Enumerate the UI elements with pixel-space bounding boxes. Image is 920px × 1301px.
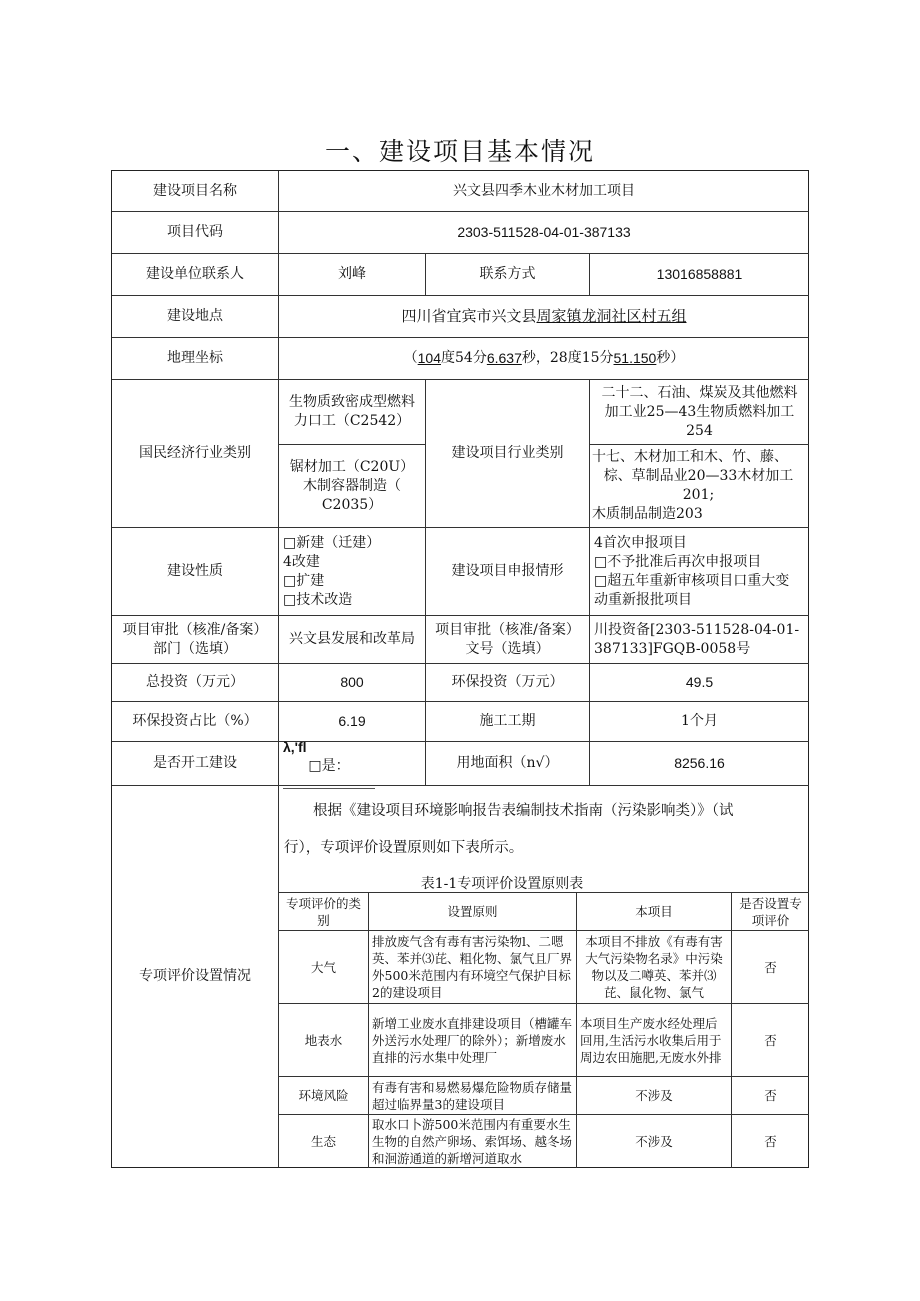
- contact-person-label: 建设单位联系人: [112, 254, 279, 296]
- row-air-project: 本项目不排放《有毒有害大气污染物名录》中污染物以及二噂英、苯并⑶芘、鼠化物、氯气: [577, 931, 732, 1004]
- approval-dept-label-1: 项目审批（核准/备案）: [122, 621, 268, 638]
- header-set: 是否设置专项评价: [732, 893, 809, 931]
- industry-label: 国民经济行业类别: [112, 380, 279, 528]
- industry-d2: 棕、草制品业20—33木材加工201;: [603, 468, 794, 503]
- project-info-table: [111, 170, 809, 1168]
- industry-b: [279, 445, 426, 528]
- industry-c: [590, 380, 809, 445]
- option-first-declare: 4首次申报项目: [594, 534, 687, 551]
- coord-lon-deg: 104: [417, 350, 441, 366]
- option-new-build: □新建（迁建）: [283, 534, 381, 551]
- industry-c2: 加工业25—43生物质燃料加工: [604, 403, 795, 420]
- industry-c1: 二十二、石油、煤炭及其他燃料: [601, 384, 798, 401]
- declare-situation-options: [590, 528, 809, 616]
- project-name-label: 建设项目名称: [112, 171, 279, 212]
- industry-c3: 254: [686, 422, 713, 439]
- option-rebuild: 4改建: [283, 553, 320, 570]
- approval-dept-label-2: 部门（选填）: [153, 640, 237, 657]
- header-project: 本项目: [577, 893, 732, 931]
- build-nature-label: 建设性质: [112, 528, 279, 616]
- row-eco-category: 生态: [279, 1115, 369, 1168]
- approval-doc-label: [426, 616, 590, 664]
- approval-doc-value: [590, 616, 809, 664]
- coord-close: 秒）: [656, 350, 685, 366]
- started-option-yes-row: [283, 757, 375, 789]
- row-air-rule: 排放废气含有毒有害污染物l、二嗯英、苯并⑶芘、粗化物、氯气且厂界外500米范围内有环境空气保护目标2的建设项目: [369, 931, 577, 1004]
- special-eval-table: [279, 892, 809, 1167]
- approval-dept-value: 兴文县发展和改革局: [279, 616, 426, 664]
- row-risk-category: 环境风险: [279, 1077, 369, 1115]
- started-option-no: λ,'fl: [283, 739, 307, 755]
- construction-period-label: 施工工期: [426, 702, 590, 742]
- approval-doc-value-2: 387133]FGQB-0058号: [594, 640, 751, 657]
- industry-d: [590, 445, 809, 528]
- option-redeclare: □不予批准后再次申报项目: [594, 553, 762, 570]
- row-eco-project: 不涉及: [577, 1115, 732, 1168]
- coord-lon-rest: 度54分: [441, 350, 487, 366]
- industry-a2: 力口工（C2542）: [293, 413, 411, 429]
- contact-person-value: 刘峰: [279, 254, 426, 296]
- row-risk-rule: 有毒有害和易燃易爆危险物质存储量超过临界量3的建设项目: [369, 1077, 577, 1115]
- coord-open: （: [403, 350, 418, 366]
- industry-d3: 木质制品制造203: [592, 506, 703, 522]
- location-value-a: 四川省宜宾市兴文县: [401, 307, 537, 325]
- construction-period-value: 1个月: [590, 702, 809, 742]
- location-label: 建设地点: [112, 296, 279, 338]
- industry-b2: 木制容器制造（: [303, 477, 401, 494]
- industry-d1: 十七、木材加工和木、竹、藤、: [592, 449, 788, 465]
- option-overdue-cont: 动重新报批项目: [594, 591, 692, 608]
- table-caption: 表1-1专项评价设置原则表: [420, 876, 584, 892]
- special-para-1: 根据《建设项目环境影响报告表编制技术指南（污染影响类）》（试: [313, 803, 734, 819]
- option-tech-upgrade: □技术改造: [283, 591, 353, 608]
- approval-doc-label-1: 项目审批（核准/备案）: [435, 621, 580, 638]
- industry-a1: 生物质致密成型燃料: [289, 394, 415, 410]
- row-water-set: 否: [732, 1004, 809, 1077]
- industry-a: [279, 380, 426, 445]
- location-value-b: 周家镇龙洞社区村五组: [536, 307, 687, 325]
- started-options: [279, 739, 426, 786]
- row-water-category: 地表水: [279, 1004, 369, 1077]
- row-eco-rule: 取水口卜游500米范围内有重要水生生物的自然产卵场、索饵场、越冬场和洄游通道的新增河道取水: [369, 1115, 577, 1168]
- industry-b1: 锯材加工（C20U）: [289, 458, 415, 475]
- row-air-category: 大气: [279, 931, 369, 1004]
- option-overdue: □超五年重新审核项目口重大变: [594, 572, 790, 589]
- env-invest-value: 49.5: [590, 664, 809, 702]
- total-invest-value: 800: [279, 664, 426, 702]
- header-rule: 设置原则: [369, 893, 577, 931]
- env-ratio-label: 环保投资占比（%）: [112, 702, 279, 742]
- page-title: 一、建设项目基本情况: [324, 137, 595, 166]
- env-ratio-value: 6.19: [279, 702, 426, 742]
- coord-lon-sec: 6.637: [486, 350, 522, 366]
- row-water-rule: 新增工业废水直排建设项目（槽罐车外送污水处理厂的除外）；新增废水直排的污水集中处理厂: [369, 1004, 577, 1077]
- coordinates-label: 地理坐标: [112, 338, 279, 380]
- started-label: 是否开工建设: [112, 742, 279, 786]
- approval-doc-value-1: 川投资备[2303-511528-04-01-: [594, 621, 800, 638]
- started-option-yes: □是：: [308, 758, 350, 774]
- industry-b3: C2035）: [321, 496, 383, 513]
- declare-situation-label: 建设项目申报情形: [426, 528, 590, 616]
- project-industry-label: 建设项目行业类别: [426, 380, 590, 528]
- row-air-set: 否: [732, 931, 809, 1004]
- project-code-label: 项目代码: [112, 212, 279, 254]
- special-para-2: 行），专项评价设置原则如下表所示。: [284, 840, 524, 856]
- row-risk-project: 不涉及: [577, 1077, 732, 1115]
- contact-phone-value: 13016858881: [590, 254, 809, 296]
- option-expand: □扩建: [283, 572, 325, 589]
- land-area-label: 用地面积（n√）: [426, 742, 590, 786]
- env-invest-label: 环保投资（万元）: [426, 664, 590, 702]
- approval-dept-label: [112, 616, 279, 664]
- coord-mid: 秒，28度15分: [521, 350, 614, 366]
- project-code-value: 2303-511528-04-01-387133: [279, 212, 809, 254]
- total-invest-label: 总投资（万元）: [112, 664, 279, 702]
- approval-doc-label-2: 文号（选填）: [465, 640, 550, 657]
- coord-lat-sec: 51.150: [613, 350, 657, 366]
- project-name-value: 兴文县四季木业木材加工项目: [279, 171, 809, 212]
- location-value: [279, 296, 809, 338]
- row-eco-set: 否: [764, 1134, 777, 1149]
- special-eval-label: 专项评价设置情况: [112, 786, 279, 1167]
- row-risk-set: 否: [732, 1077, 809, 1115]
- land-area-value: 8256.16: [590, 742, 809, 786]
- contact-method-label: 联系方式: [426, 254, 590, 296]
- coordinates-value: [279, 338, 809, 380]
- build-nature-options: [279, 528, 426, 616]
- row-water-project: 本项目生产废水经处理后回用,生活污水收集后用于周边农田施肥,无废水外排: [577, 1004, 732, 1077]
- header-category: 专项评价的类别: [279, 893, 369, 931]
